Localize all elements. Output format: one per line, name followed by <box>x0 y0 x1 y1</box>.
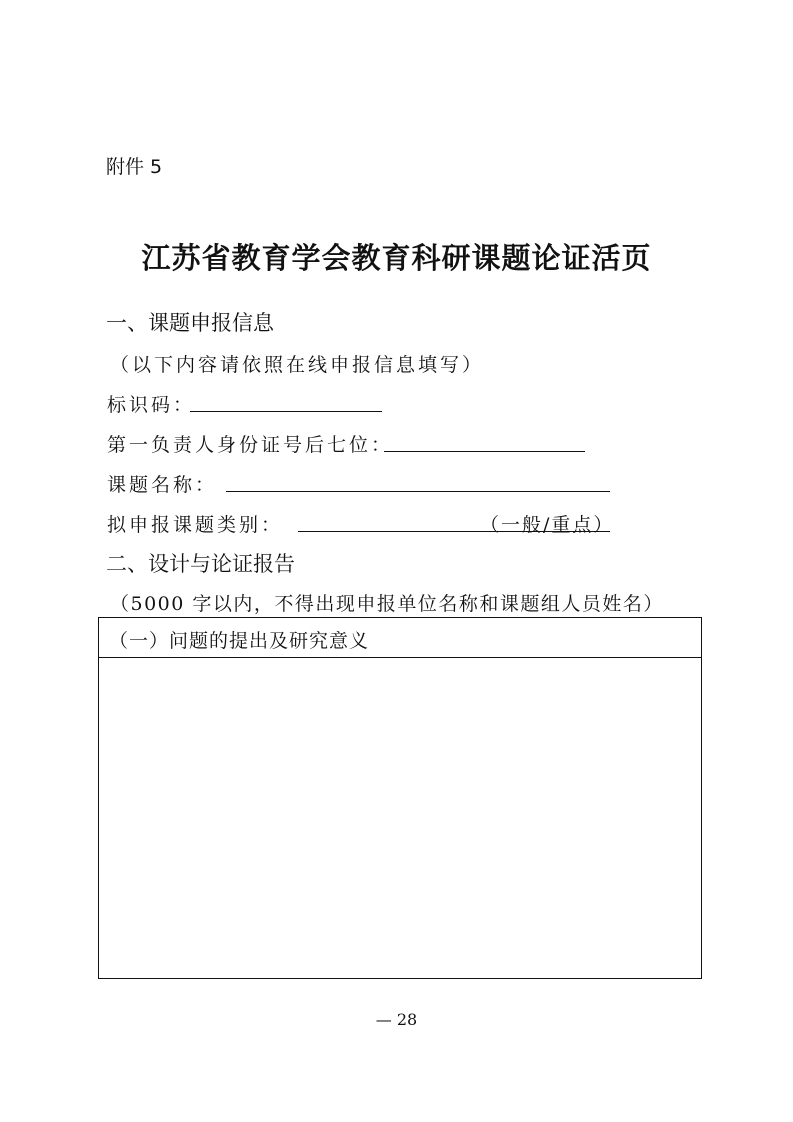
section-heading-application-info: 一、课题申报信息 <box>106 311 274 335</box>
project-name-label: 课题名称： <box>107 474 218 496</box>
section-heading-design-report: 二、设计与论证报告 <box>106 552 295 576</box>
report-box <box>98 617 702 979</box>
id-last-digits-field[interactable] <box>384 451 585 452</box>
document-title: 江苏省教育学会教育科研课题论证活页 <box>141 241 652 275</box>
id-last-digits-label: 第一负责人身份证号后七位： <box>107 434 394 456</box>
id-code-field[interactable] <box>190 411 382 412</box>
attachment-label: 附件 5 <box>106 156 163 178</box>
report-box-title: （一）问题的提出及研究意义 <box>109 630 370 652</box>
project-name-field[interactable] <box>226 491 610 492</box>
category-label: 拟申报课题类别： <box>107 514 284 536</box>
report-box-writing-area[interactable] <box>99 658 701 978</box>
section-note-online-info: （以下内容请依照在线申报信息填写） <box>110 354 485 376</box>
report-box-header <box>99 618 701 658</box>
id-code-label: 标识码： <box>107 394 196 416</box>
category-options-hint: （一般/重点） <box>480 514 615 536</box>
section-note-word-limit: （5000 字以内，不得出现申报单位名称和课题组人员姓名） <box>110 593 664 615</box>
page-number: — 28 <box>375 1010 418 1029</box>
